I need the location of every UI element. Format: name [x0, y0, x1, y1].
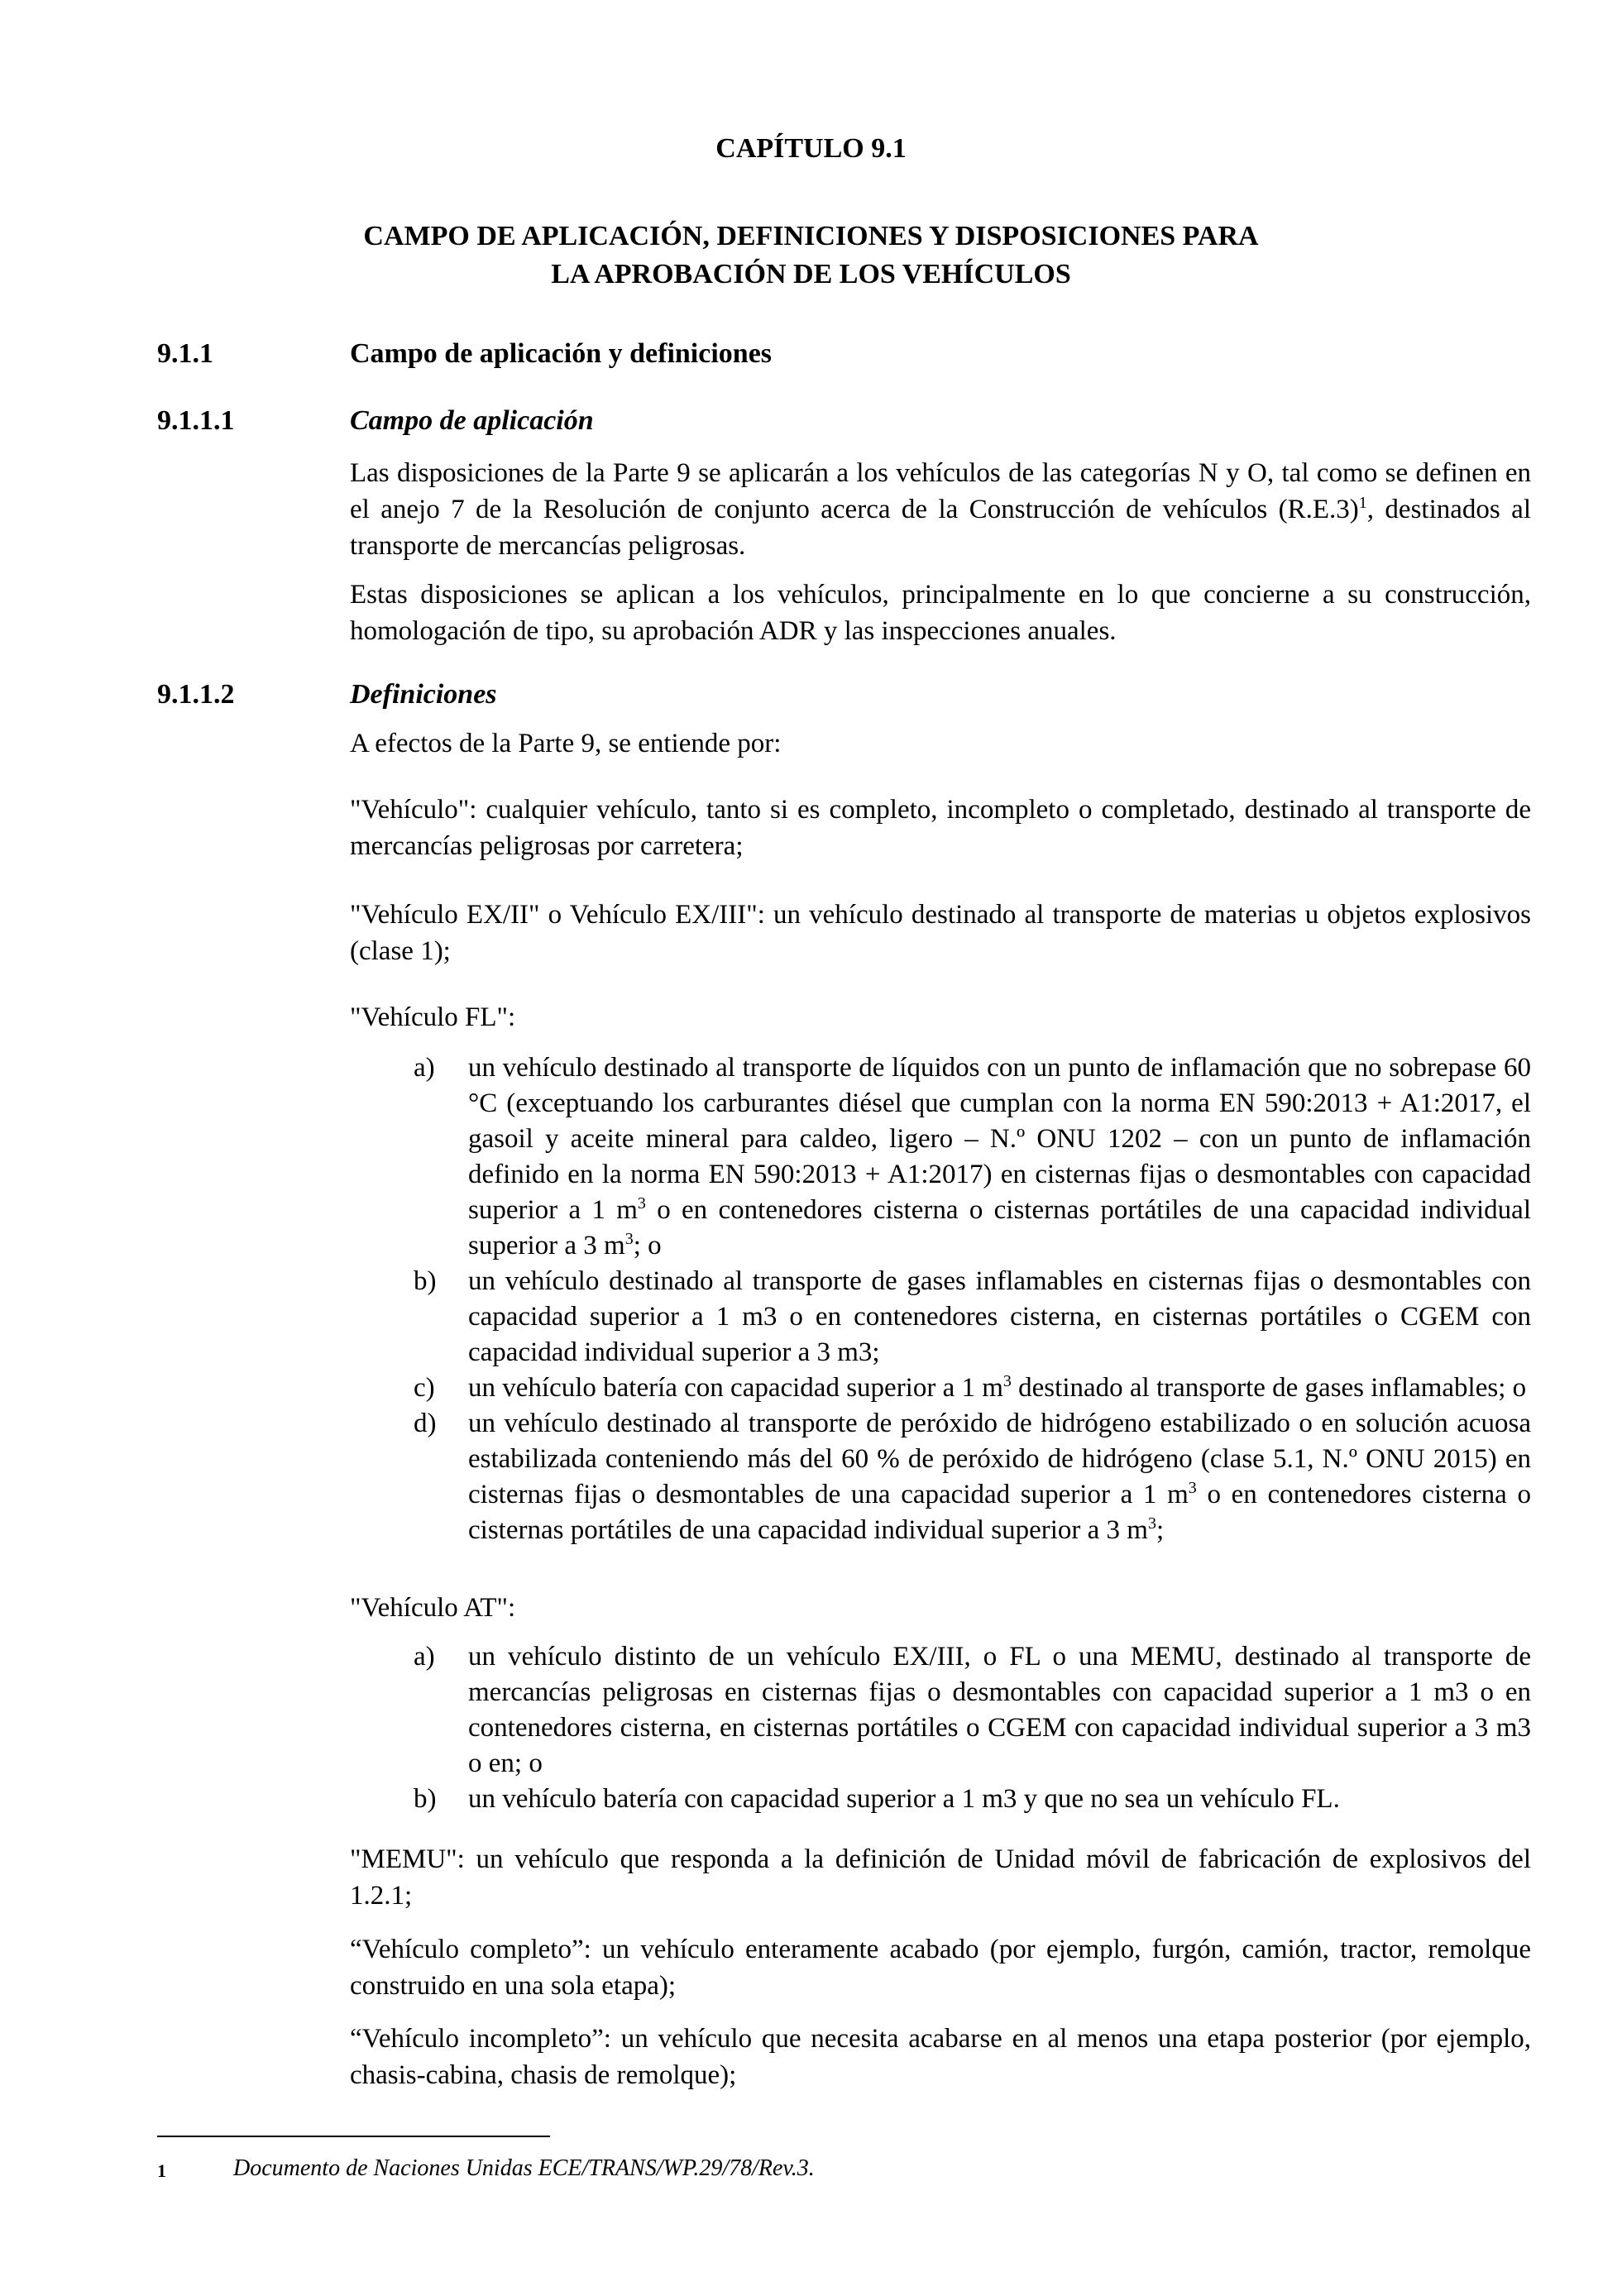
- subsection-number: 9.1.1.2: [157, 679, 235, 710]
- footnote-separator: [157, 2136, 550, 2137]
- subsection-title: Campo de aplicación: [350, 405, 594, 436]
- list-text: un vehículo destinado al transporte de líquidos con un punto de inflamación que no sobrepase 60 °C (exceptuando los carburantes diésel que cumplan con la norma EN 590:2013 + A1:2017, el gasoil y aceite mineral para caldeo, ligero – N.º ONU 1202 – con un punto de inflamación definido en la norma EN 590:2013 + A1:2017) en cisternas fijas o desmontables con capacidad superior a 1 m: [468, 1053, 1531, 1225]
- list-marker: b): [414, 1784, 437, 1814]
- list-item: [350, 1782, 1531, 1817]
- footnote-text: Documento de Naciones Unidas ECE/TRANS/WP.29/78/Rev.3.: [233, 2155, 815, 2181]
- definition-vehiculo-ex: "Vehículo EX/II" o Vehículo EX/III": un vehículo destinado al transporte de materias u objetos explosivos (clase 1);: [350, 900, 1531, 966]
- subsection-title: Definiciones: [350, 679, 497, 710]
- list-text: ;: [1155, 1515, 1165, 1545]
- definition-memu: "MEMU": un vehículo que responda a la definición de Unidad móvil de fabricación de explosivos del 1.2.1;: [350, 1844, 1531, 1911]
- superscript: 3: [1188, 1479, 1197, 1497]
- list-marker: a): [414, 1053, 435, 1083]
- superscript: 3: [637, 1194, 646, 1213]
- fl-list: [350, 1050, 1531, 1548]
- definition-fl-label: "Vehículo FL":: [350, 1002, 516, 1032]
- list-item: [350, 1370, 1531, 1406]
- list-text: un vehículo destinado al transporte de gases inflamables en cisternas fijas o desmontables con capacidad superior a 1 m3 o en contenedores cisterna, en cisternas portátiles o CGEM con capacidad individual superior a 3 m3;: [468, 1266, 1531, 1367]
- definition-vehiculo-incompleto: “Vehículo incompleto”: un vehículo que necesita acabarse en al menos una etapa posterior (por ejemplo, chasis-cabina, chasis de remolque);: [350, 2024, 1531, 2090]
- chapter-subtitle-line2: LA APROBACIÓN DE LOS VEHÍCULOS: [551, 259, 1071, 289]
- section-number: 9.1.1: [157, 338, 213, 369]
- list-text: o en contenedores cisterna o cisternas portátiles de una capacidad individual superior a 3 m: [468, 1480, 1531, 1545]
- definition-vehiculo: "Vehículo": cualquier vehículo, tanto si es completo, incompleto o completado, destinado al transporte de mercancías peligrosas por carretera;: [350, 795, 1531, 861]
- list-text: un vehículo destinado al transporte de peróxido de hidrógeno estabilizado o en solución acuosa estabilizada conteniendo más del 60 % de peróxido de hidrógeno (clase 5.1, N.º ONU 2015) en cisternas fijas o desmontables de una capacidad superior a 1 m: [468, 1409, 1531, 1509]
- list-marker: b): [414, 1266, 437, 1296]
- paragraph-scope-2: Estas disposiciones se aplican a los vehículos, principalmente en lo que concierne a su construcción, homologación de tipo, su aprobación ADR y las inspecciones anuales.: [350, 580, 1531, 646]
- paragraph-scope-1: [350, 455, 1531, 564]
- list-text: un vehículo batería con capacidad superior a 1 m: [468, 1373, 1003, 1403]
- list-text: destinado al transporte de gases inflamables; o: [1011, 1373, 1527, 1403]
- list-item: [350, 1050, 1531, 1264]
- at-list: [350, 1639, 1531, 1817]
- superscript: 3: [1147, 1514, 1156, 1533]
- section-title: Campo de aplicación y definiciones: [350, 338, 773, 369]
- paragraph-text: , destinados al transporte de mercancías peligrosas.: [350, 495, 1531, 561]
- subsection-number: 9.1.1.1: [157, 405, 235, 436]
- list-item: [350, 1639, 1531, 1782]
- list-text: un vehículo batería con capacidad superior a 1 m3 y que no sea un vehículo FL.: [468, 1784, 1340, 1814]
- superscript: 3: [1002, 1372, 1012, 1390]
- list-marker: d): [414, 1409, 437, 1438]
- list-item: [350, 1264, 1531, 1370]
- footnote-reference[interactable]: 1: [1358, 494, 1367, 512]
- list-text: un vehículo distinto de un vehículo EX/III, o FL o una MEMU, destinado al transporte de mercancías peligrosas en cisternas fijas o desmontables con capacidad superior a 1 m3 o en contenedores cisterna, en cisternas portátiles o CGEM con capacidad individual superior a 3 m3 o en; o: [468, 1642, 1531, 1778]
- definitions-intro: A efectos de la Parte 9, se entiende por:: [350, 729, 782, 758]
- paragraph-text: Las disposiciones de la Parte 9 se aplicarán a los vehículos de las categorías N y O, tal como se definen en el anejo 7 de la Resolución de conjunto acerca de la Construcción de vehículos (R.E.3): [350, 458, 1531, 524]
- list-marker: a): [414, 1642, 435, 1672]
- definition-vehiculo-completo: “Vehículo completo”: un vehículo enteramente acabado (por ejemplo, furgón, camión, tractor, remolque construido en una sola etapa);: [350, 1935, 1531, 2001]
- footnote-mark: 1: [157, 2160, 166, 2181]
- list-item: [350, 1406, 1531, 1548]
- chapter-title: CAPÍTULO 9.1: [715, 133, 907, 164]
- list-text: ; o: [633, 1231, 662, 1260]
- list-text: o en contenedores cisterna o cisternas portátiles de una capacidad individual superior a 3 m: [468, 1195, 1531, 1260]
- chapter-subtitle-line1: CAMPO DE APLICACIÓN, DEFINICIONES Y DISPOSICIONES PARA: [363, 221, 1259, 251]
- list-marker: c): [414, 1373, 435, 1403]
- definition-at-label: "Vehículo AT":: [350, 1593, 516, 1623]
- superscript: 3: [624, 1230, 634, 1248]
